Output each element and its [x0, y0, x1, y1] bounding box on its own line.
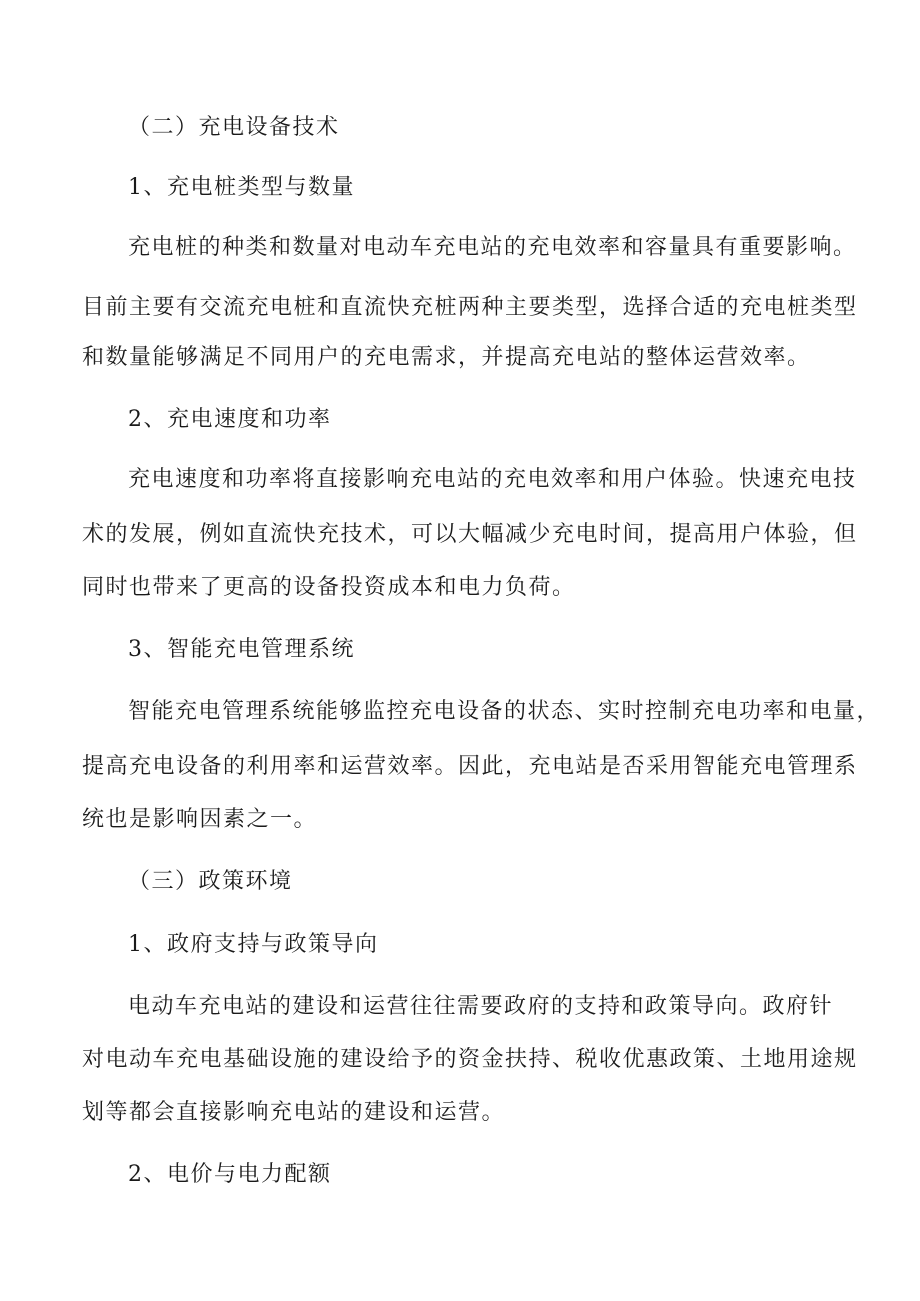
- subheading-charger-types: 1、充电桩类型与数量: [128, 175, 355, 200]
- paragraph-line: 划等都会直接影响充电站的建设和运营。: [82, 1100, 506, 1125]
- section-heading-policy-environment: （三）政策环境: [128, 869, 293, 894]
- paragraph-line: 充电速度和功率将直接影响充电站的充电效率和用户体验。快速充电技: [128, 467, 857, 492]
- paragraph-line: 术的发展，例如直流快充技术，可以大幅减少充电时间，提高用户体验，但: [82, 522, 858, 547]
- paragraph-line: 同时也带来了更高的设备投资成本和电力负荷。: [82, 575, 576, 600]
- paragraph-line: 统也是影响因素之一。: [82, 807, 318, 832]
- paragraph-line: 电动车充电站的建设和运营往往需要政府的支持和政策导向。政府针: [128, 994, 834, 1019]
- paragraph-line: 和数量能够满足不同用户的充电需求，并提高充电站的整体运营效率。: [82, 345, 811, 370]
- paragraph-line: 对电动车充电基础设施的建设给予的资金扶持、税收优惠政策、土地用途规: [82, 1047, 858, 1072]
- subheading-electricity-price: 2、电价与电力配额: [128, 1162, 332, 1187]
- paragraph-line: 提高充电设备的利用率和运营效率。因此，充电站是否采用智能充电管理系: [82, 754, 858, 779]
- subheading-charging-speed: 2、充电速度和功率: [128, 407, 332, 432]
- paragraph-line: 智能充电管理系统能够监控充电设备的状态、实时控制充电功率和电量，: [128, 699, 881, 724]
- paragraph-line: 目前主要有交流充电桩和直流快充桩两种主要类型，选择合适的充电桩类型: [82, 295, 858, 320]
- paragraph-line: 充电桩的种类和数量对电动车充电站的充电效率和容量具有重要影响。: [128, 235, 857, 260]
- subheading-government-support: 1、政府支持与政策导向: [128, 932, 379, 957]
- section-heading-charging-equipment: （二）充电设备技术: [128, 115, 340, 140]
- subheading-smart-management: 3、智能充电管理系统: [128, 637, 355, 662]
